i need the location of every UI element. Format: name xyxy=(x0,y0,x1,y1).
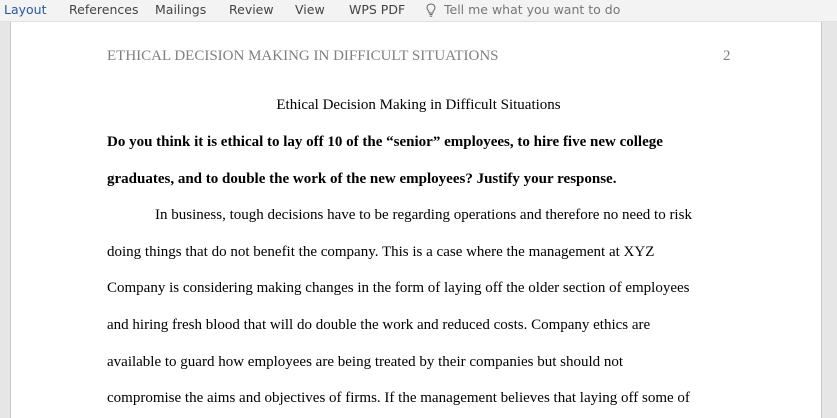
body-line-2: doing things that do not benefit the company. This is a case where the management at XYZ xyxy=(107,244,655,260)
tab-review[interactable]: Review xyxy=(229,2,274,17)
tab-references[interactable]: References xyxy=(69,2,139,17)
document-page[interactable] xyxy=(10,22,822,418)
tab-mailings[interactable]: Mailings xyxy=(155,2,207,17)
running-head: ETHICAL DECISION MAKING IN DIFFICULT SITUATIONS xyxy=(107,48,499,64)
body-line-6: compromise the aims and objectives of firms. If the management believes that laying off some of xyxy=(107,390,690,406)
body-line-1: In business, tough decisions have to be regarding operations and therefore no need to risk xyxy=(155,207,692,223)
document-title: Ethical Decision Making in Difficult Situations xyxy=(276,97,561,113)
tab-wps-pdf[interactable]: WPS PDF xyxy=(349,2,406,17)
body-line-4: and hiring fresh blood that will do double the work and reduced costs. Company ethics are xyxy=(107,317,651,333)
tell-me-placeholder: Tell me what you want to do xyxy=(444,2,621,17)
tab-view[interactable]: View xyxy=(295,2,325,17)
question-line-2: graduates, and to double the work of the new employees? Justify your response. xyxy=(107,171,617,187)
lightbulb-icon xyxy=(426,3,436,18)
body-line-3: Company is considering making changes in the form of laying off the older section of employees xyxy=(107,280,690,296)
header-page-number: 2 xyxy=(723,48,731,64)
body-line-5: available to guard how employees are being treated by their companies but should not xyxy=(107,354,624,370)
tab-layout[interactable]: Layout xyxy=(4,2,47,17)
ribbon-tab-bar xyxy=(0,0,837,22)
question-line-1: Do you think it is ethical to lay off 10 of the “senior” employees, to hire five new college xyxy=(107,134,663,150)
vertical-scrollbar[interactable] xyxy=(826,22,837,418)
